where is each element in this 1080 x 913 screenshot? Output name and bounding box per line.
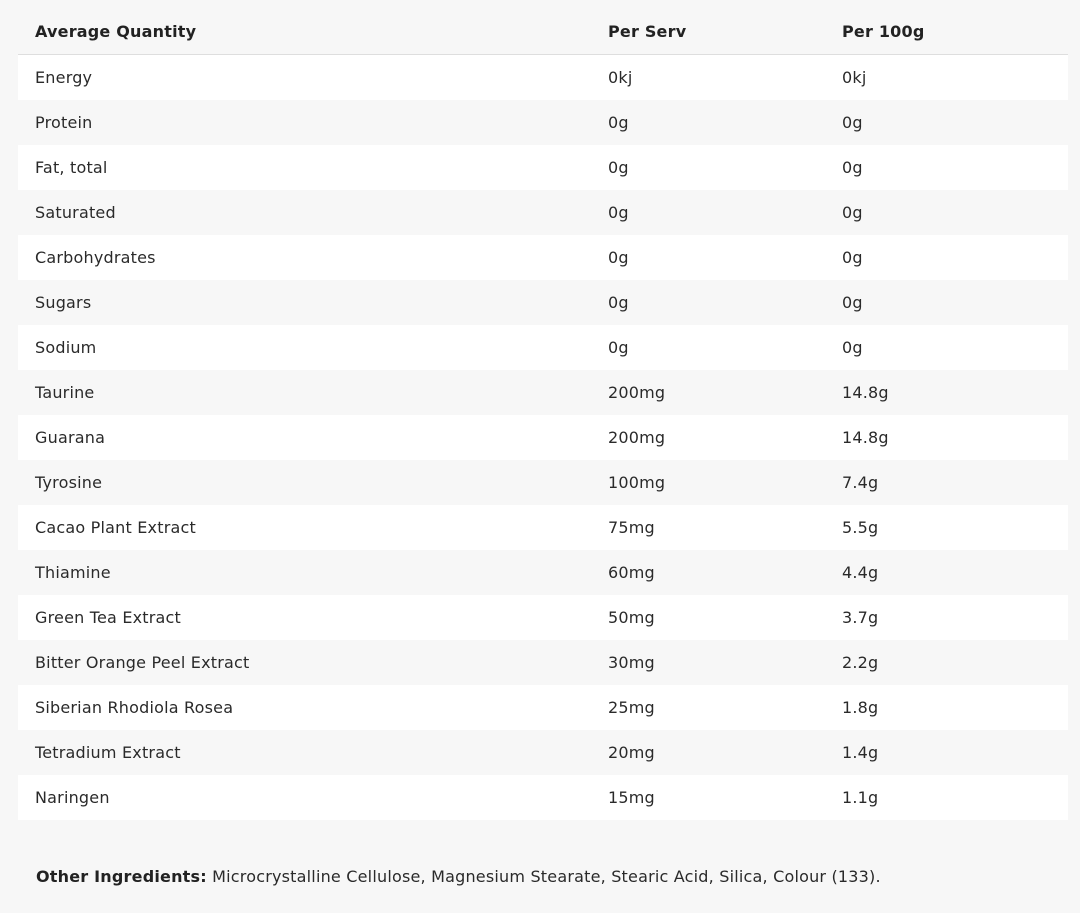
per-100g-value: 2.2g: [825, 640, 1068, 685]
per-serv-value: 0kj: [591, 55, 825, 101]
table-header-row: [18, 9, 1068, 55]
per-100g-value: 4.4g: [825, 550, 1068, 595]
nutrient-name: Green Tea Extract: [18, 595, 591, 640]
table-row: [18, 325, 1068, 370]
nutrient-name: Guarana: [18, 415, 591, 460]
per-100g-value: 14.8g: [825, 415, 1068, 460]
nutrient-name: Tyrosine: [18, 460, 591, 505]
per-100g-value: 7.4g: [825, 460, 1068, 505]
nutrient-name: Taurine: [18, 370, 591, 415]
nutrient-name: Thiamine: [18, 550, 591, 595]
table-row: [18, 235, 1068, 280]
nutrient-name: Saturated: [18, 190, 591, 235]
table-row: [18, 100, 1068, 145]
per-100g-value: 0g: [825, 100, 1068, 145]
per-serv-value: 0g: [591, 190, 825, 235]
per-serv-value: 60mg: [591, 550, 825, 595]
table-row: [18, 280, 1068, 325]
table-row: [18, 190, 1068, 235]
per-serv-value: 0g: [591, 100, 825, 145]
per-100g-value: 0g: [825, 190, 1068, 235]
per-serv-value: 200mg: [591, 415, 825, 460]
nutrient-name: Sugars: [18, 280, 591, 325]
table-row: [18, 415, 1068, 460]
table-row: [18, 550, 1068, 595]
table-body: [18, 55, 1068, 821]
nutrient-name: Carbohydrates: [18, 235, 591, 280]
other-ingredients-label: Other Ingredients:: [36, 867, 207, 886]
per-100g-value: 0g: [825, 235, 1068, 280]
table-row: [18, 595, 1068, 640]
per-100g-value: 0kj: [825, 55, 1068, 101]
nutrient-name: Fat, total: [18, 145, 591, 190]
nutrition-table: [18, 9, 1068, 820]
other-ingredients-text: Microcrystalline Cellulose, Magnesium Stearate, Stearic Acid, Silica, Colour (133).: [212, 867, 881, 886]
per-100g-value: 14.8g: [825, 370, 1068, 415]
per-100g-value: 1.1g: [825, 775, 1068, 820]
per-100g-value: 5.5g: [825, 505, 1068, 550]
per-serv-value: 75mg: [591, 505, 825, 550]
per-serv-value: 100mg: [591, 460, 825, 505]
per-serv-value: 30mg: [591, 640, 825, 685]
per-serv-value: 0g: [591, 145, 825, 190]
header-per-100g: Per 100g: [825, 9, 1068, 55]
per-serv-value: 0g: [591, 280, 825, 325]
nutrient-name: Protein: [18, 100, 591, 145]
table-row: [18, 55, 1068, 101]
per-serv-value: 20mg: [591, 730, 825, 775]
per-100g-value: 0g: [825, 280, 1068, 325]
table-row: [18, 370, 1068, 415]
per-serv-value: 15mg: [591, 775, 825, 820]
nutrient-name: Cacao Plant Extract: [18, 505, 591, 550]
per-serv-value: 0g: [591, 325, 825, 370]
per-100g-value: 3.7g: [825, 595, 1068, 640]
header-per-serv: Per Serv: [591, 9, 825, 55]
nutrient-name: Siberian Rhodiola Rosea: [18, 685, 591, 730]
table-row: [18, 460, 1068, 505]
per-serv-value: 25mg: [591, 685, 825, 730]
per-100g-value: 0g: [825, 325, 1068, 370]
per-serv-value: 200mg: [591, 370, 825, 415]
table-row: [18, 640, 1068, 685]
table-row: [18, 775, 1068, 820]
nutrient-name: Tetradium Extract: [18, 730, 591, 775]
nutrient-name: Sodium: [18, 325, 591, 370]
table-row: [18, 145, 1068, 190]
per-serv-value: 50mg: [591, 595, 825, 640]
nutrient-name: Energy: [18, 55, 591, 101]
per-100g-value: 1.8g: [825, 685, 1068, 730]
table-row: [18, 505, 1068, 550]
per-serv-value: 0g: [591, 235, 825, 280]
nutrient-name: Naringen: [18, 775, 591, 820]
table-row: [18, 685, 1068, 730]
nutrient-name: Bitter Orange Peel Extract: [18, 640, 591, 685]
per-100g-value: 0g: [825, 145, 1068, 190]
table-row: [18, 730, 1068, 775]
other-ingredients: [36, 867, 881, 886]
per-100g-value: 1.4g: [825, 730, 1068, 775]
header-average-quantity: Average Quantity: [18, 9, 591, 55]
